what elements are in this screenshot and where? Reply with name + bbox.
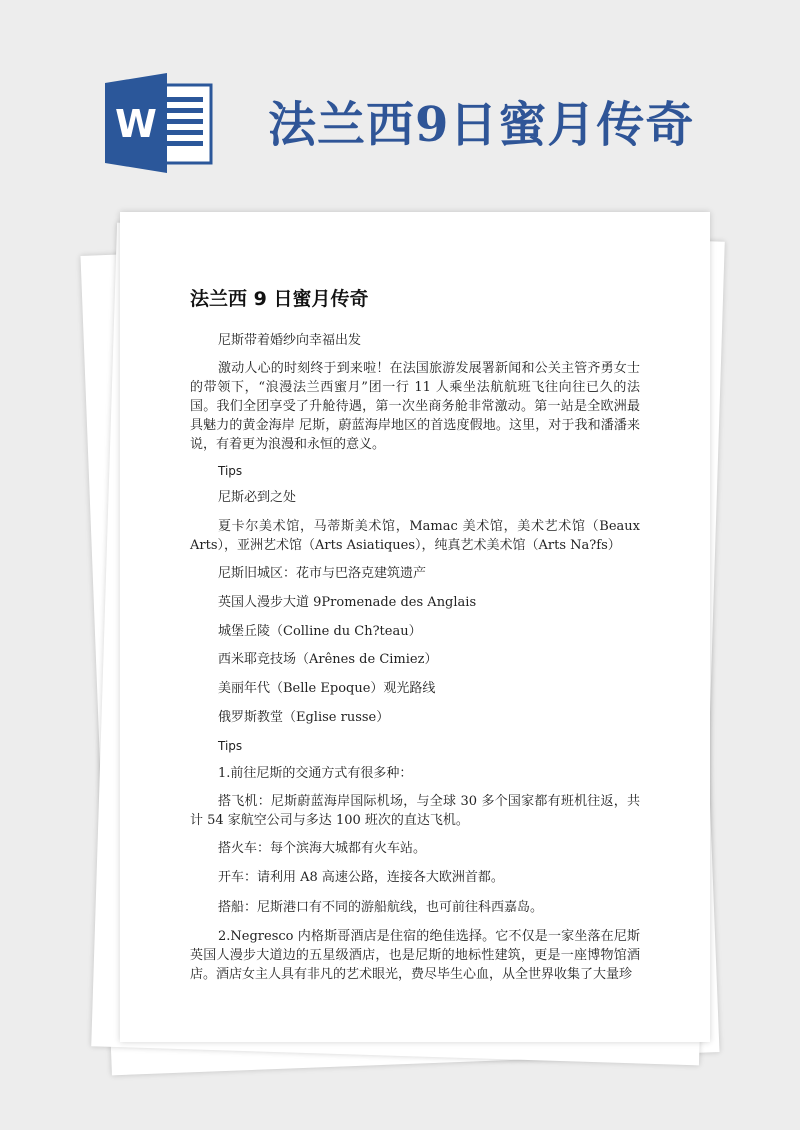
paragraph: 西米耶竞技场（Arênes de Cimiez）	[218, 652, 438, 667]
word-icon	[105, 73, 215, 173]
paragraph: 1.前往尼斯的交通方式有很多种：	[218, 766, 413, 781]
svg-text:W: W	[115, 102, 157, 146]
document-page	[120, 212, 710, 1042]
paragraph: 搭火车：每个滨海大城都有火车站。	[218, 841, 427, 856]
paragraph: 俄罗斯教堂（Eglise russe）	[218, 710, 390, 725]
paragraph: 尼斯旧城区：花市与巴洛克建筑遗产	[218, 566, 427, 581]
paragraph: 激动人心的时刻终于到来啦！在法国旅游发展署新闻和公关主管齐勇女士的带领下，“浪漫法兰西蜜月”团一行 11 人乘坐法航航班飞往向往已久的法国。我们全团享受了升舱待遇，第一次坐商务舱非常激动。第一站是全欧洲最具魅力的黄金海岸 尼斯，蔚蓝海岸地区的首选度假地。这里，对于我和潘潘来说，有着更为浪漫和永恒的意义。	[190, 361, 640, 452]
header-banner	[0, 0, 800, 200]
paragraph: 美丽年代（Belle Epoque）观光路线	[218, 681, 436, 696]
paragraph-tips: Tips	[218, 739, 243, 753]
paragraph: 城堡丘陵（Colline du Ch?teau）	[218, 624, 422, 639]
paragraph: 开车：请利用 A8 高速公路，连接各大欧洲首都。	[218, 870, 504, 885]
paragraph-tips: Tips	[218, 464, 243, 478]
paragraph: 夏卡尔美术馆，马蒂斯美术馆，Mamac 美术馆，美术艺术馆（Beaux Arts），亚洲艺术馆（Arts Asiatiques），纯真艺术美术馆（Arts Na?fs）	[190, 519, 640, 553]
paragraph: 2.Negresco 内格斯哥酒店是住宿的绝佳选择。它不仅是一家坐落在尼斯英国人漫步大道边的五星级酒店，也是尼斯的地标性建筑，更是一座博物馆酒店。酒店女主人具有非凡的艺术眼光，费尽毕生心血，从全世界收集了大量珍	[190, 929, 640, 982]
banner-title: 法兰西9日蜜月传奇	[268, 97, 695, 153]
paragraph: 英国人漫步大道 9Promenade des Anglais	[218, 595, 477, 610]
paragraph: 尼斯带着婚纱向幸福出发	[218, 333, 362, 348]
paragraph: 尼斯必到之处	[218, 490, 297, 505]
document-title: 法兰西 9 日蜜月传奇	[190, 288, 369, 310]
paragraph: 搭飞机：尼斯蔚蓝海岸国际机场，与全球 30 多个国家都有班机往返，共计 54 家航空公司与多达 100 班次的直达飞机。	[190, 794, 640, 828]
paragraph: 搭船：尼斯港口有不同的游船航线，也可前往科西嘉岛。	[218, 900, 544, 915]
